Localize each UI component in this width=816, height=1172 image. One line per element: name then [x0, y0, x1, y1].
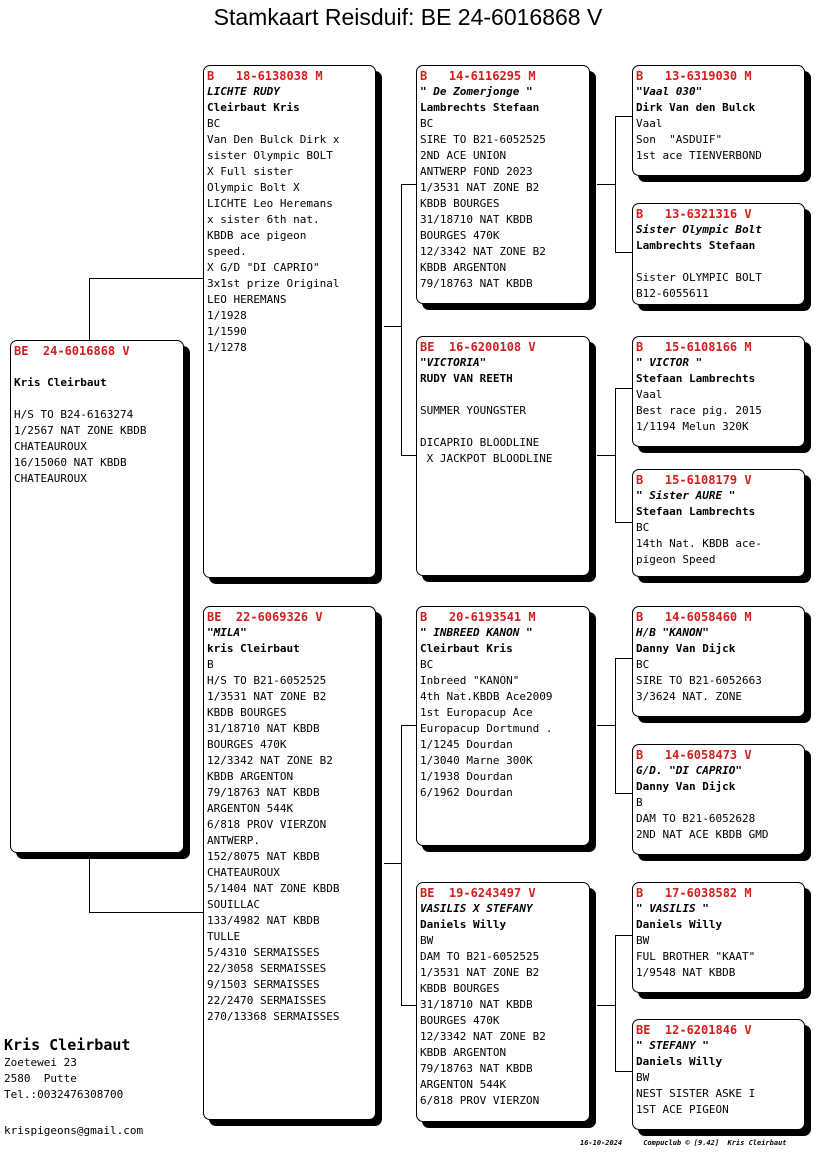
- info-line: TULLE: [207, 930, 241, 943]
- sire-dam-dam-card: [632, 469, 805, 577]
- connector: [615, 935, 616, 1072]
- info-line: 4th Nat.KBDB Ace2009: [420, 690, 553, 703]
- sire-dam-card: [416, 336, 590, 576]
- info-line: B: [207, 658, 214, 671]
- info-line: BC: [636, 658, 650, 671]
- info-line: H/S TO B24-6163274: [14, 408, 134, 421]
- info-line: DICAPRIO BLOODLINE: [420, 436, 540, 449]
- pigeon-name: "MILA": [207, 626, 247, 639]
- info-line: KBDB BOURGES: [420, 982, 500, 995]
- breeder-name: Danny Van Dijck: [636, 780, 736, 793]
- pigeon-name: " INBREED KANON ": [420, 626, 533, 639]
- connector: [615, 1071, 633, 1072]
- connector: [597, 184, 616, 185]
- info-line: 5/1404 NAT ZONE KBDB: [207, 882, 340, 895]
- dam-sire-card: [416, 606, 590, 846]
- breeder-name: Stefaan Lambrechts: [636, 372, 756, 385]
- info-line: B12-6055611: [636, 287, 709, 300]
- info-line: 6/818 PROV VIERZON: [207, 818, 327, 831]
- connector: [89, 278, 204, 279]
- sire-sire-dam-card: [632, 203, 805, 305]
- connector: [615, 252, 633, 253]
- connector: [401, 1005, 417, 1006]
- info-line: H/S TO B21-6052525: [207, 674, 327, 687]
- info-line: KBDB ace pigeon: [207, 229, 307, 242]
- info-line: 31/18710 NAT KBDB: [420, 213, 533, 226]
- info-line: 2ND ACE UNION: [420, 149, 507, 162]
- info-line: BC: [420, 658, 434, 671]
- info-line: 1/1928: [207, 309, 247, 322]
- info-line: 1/1245 Dourdan: [420, 738, 513, 751]
- owner-street: Zoetewei 23: [4, 1056, 77, 1069]
- breeder-name: Lambrechts Stefaan: [636, 239, 756, 252]
- info-line: CHATEAUROUX: [14, 472, 87, 485]
- info-line: SOUILLAC: [207, 898, 260, 911]
- breeder-name: Cleirbaut Kris: [207, 101, 300, 114]
- info-line: 1st ace TIENVERBOND: [636, 149, 762, 162]
- breeder-name: Danny Van Dijck: [636, 642, 736, 655]
- info-line: ANTWERP FOND 2023: [420, 165, 533, 178]
- breeder-name: Daniels Willy: [636, 1055, 723, 1068]
- info-line: FUL BROTHER "KAAT": [636, 950, 756, 963]
- info-line: X JACKPOT BLOODLINE: [420, 452, 553, 465]
- connector: [89, 912, 204, 913]
- breeder-name: Lambrechts Stefaan: [420, 101, 540, 114]
- breeder-name: Kris Cleirbaut: [14, 376, 107, 389]
- info-line: [14, 391, 180, 407]
- info-line: 6/1962 Dourdan: [420, 786, 513, 799]
- pigeon-name: "Vaal 030": [636, 85, 703, 98]
- info-line: BW: [420, 934, 434, 947]
- breeder-name: kris Cleirbaut: [207, 642, 300, 655]
- info-line: BOURGES 470K: [207, 738, 287, 751]
- dam-sire-sire-card: [632, 606, 805, 717]
- connector: [615, 116, 616, 253]
- connector: [401, 455, 417, 456]
- pigeon-name: " VICTOR ": [636, 356, 703, 369]
- owner-email[interactable]: krispigeons@gmail.com: [4, 1124, 144, 1137]
- info-line: Europacup Dortmund .: [420, 722, 553, 735]
- info-line: SUMMER YOUNGSTER: [420, 404, 526, 417]
- sire-dam-sire-card: [632, 336, 805, 447]
- subject-pigeon-card: [10, 340, 184, 853]
- info-line: BW: [636, 1071, 650, 1084]
- info-line: 1st Europacup Ace: [420, 706, 533, 719]
- ring-number: BE 22-6069326 V: [207, 610, 323, 624]
- info-line: 3/3624 NAT. ZONE: [636, 690, 742, 703]
- dam-sire-dam-card: [632, 744, 805, 855]
- connector: [89, 852, 90, 913]
- info-line: Best race pig. 2015: [636, 404, 762, 417]
- dam-card: [203, 606, 376, 1120]
- info-line: SIRE TO B21-6052525: [420, 133, 546, 146]
- info-line: [636, 254, 801, 270]
- info-line: 22/3058 SERMAISSES: [207, 962, 327, 975]
- pigeon-name: " STEFANY ": [636, 1039, 709, 1052]
- info-line: Inbreed "KANON": [420, 674, 520, 687]
- connector: [597, 1005, 616, 1006]
- connector: [615, 658, 616, 794]
- ring-number: B 20-6193541 M: [420, 610, 536, 624]
- info-line: BOURGES 470K: [420, 229, 500, 242]
- info-line: ANTWERP.: [207, 834, 260, 847]
- connector: [401, 725, 417, 726]
- info-line: 79/18763 NAT KBDB: [207, 786, 320, 799]
- info-line: Sister OLYMPIC BOLT: [636, 271, 762, 284]
- info-line: 2ND NAT ACE KBDB GMD: [636, 828, 769, 841]
- dam-dam-sire-card: [632, 882, 805, 993]
- connector: [615, 658, 633, 659]
- info-line: 79/18763 NAT KBDB: [420, 1062, 533, 1075]
- footer-credits: 16-10-2024 Compuclub © [9.42] Kris Cleirbaut: [580, 1139, 787, 1147]
- info-line: 1/3531 NAT ZONE B2: [420, 966, 540, 979]
- info-line: Van Den Bulck Dirk x: [207, 133, 340, 146]
- info-line: LICHTE Leo Heremans: [207, 197, 333, 210]
- info-line: 31/18710 NAT KBDB: [207, 722, 320, 735]
- owner-info: [4, 1035, 130, 1103]
- info-line: SIRE TO B21-6052663: [636, 674, 762, 687]
- info-line: 1/3040 Marne 300K: [420, 754, 533, 767]
- connector: [615, 116, 633, 117]
- ring-number: B 13-6319030 M: [636, 69, 752, 83]
- ring-number: BE 16-6200108 V: [420, 340, 536, 354]
- info-line: X G/D "DI CAPRIO": [207, 261, 320, 274]
- info-line: BC: [420, 117, 434, 130]
- info-line: sister Olympic BOLT: [207, 149, 333, 162]
- info-line: 12/3342 NAT ZONE B2: [420, 1030, 546, 1043]
- owner-phone: Tel.:0032476308700: [4, 1088, 124, 1101]
- info-line: 133/4982 NAT KBDB: [207, 914, 320, 927]
- info-line: 152/8075 NAT KBDB: [207, 850, 320, 863]
- info-line: X Full sister: [207, 165, 294, 178]
- pigeon-name: LICHTE RUDY: [207, 85, 280, 98]
- info-line: 12/3342 NAT ZONE B2: [207, 754, 333, 767]
- pigeon-name: Sister Olympic Bolt: [636, 223, 762, 236]
- info-line: 1/3531 NAT ZONE B2: [420, 181, 540, 194]
- breeder-name: Cleirbaut Kris: [420, 642, 513, 655]
- info-line: Vaal: [636, 117, 663, 130]
- ring-number: B 18-6138038 M: [207, 69, 323, 83]
- info-line: 1ST ACE PIGEON: [636, 1103, 729, 1116]
- connector: [384, 326, 402, 327]
- connector: [615, 793, 633, 794]
- info-line: 3x1st prize Original: [207, 277, 340, 290]
- info-line: 22/2470 SERMAISSES: [207, 994, 327, 1007]
- pigeon-name: "VICTORIA": [420, 356, 487, 369]
- connector: [615, 935, 633, 936]
- connector: [384, 863, 402, 864]
- info-line: [420, 387, 586, 403]
- dam-dam-card: [416, 882, 590, 1122]
- info-line: DAM TO B21-6052525: [420, 950, 540, 963]
- info-line: BW: [636, 934, 650, 947]
- info-line: ARGENTON 544K: [420, 1078, 507, 1091]
- connector: [401, 184, 417, 185]
- info-line: x sister 6th nat.: [207, 213, 320, 226]
- breeder-name: RUDY VAN REETH: [420, 372, 513, 385]
- info-line: 31/18710 NAT KBDB: [420, 998, 533, 1011]
- ring-number: BE 19-6243497 V: [420, 886, 536, 900]
- sire-sire-sire-card: [632, 65, 805, 176]
- pigeon-name: [14, 359, 180, 375]
- info-line: BC: [207, 117, 221, 130]
- connector: [615, 388, 616, 523]
- connector: [597, 455, 616, 456]
- ring-number: B 14-6058460 M: [636, 610, 752, 624]
- info-line: 1/1194 Melun 320K: [636, 420, 749, 433]
- connector: [89, 278, 90, 340]
- info-line: KBDB ARGENTON: [207, 770, 294, 783]
- info-line: speed.: [207, 245, 247, 258]
- info-line: 9/1503 SERMAISSES: [207, 978, 320, 991]
- breeder-name: Dirk Van den Bulck: [636, 101, 756, 114]
- info-line: 12/3342 NAT ZONE B2: [420, 245, 546, 258]
- info-line: BC: [636, 521, 650, 534]
- owner-name: Kris Cleirbaut: [4, 1036, 131, 1054]
- info-line: 1/1938 Dourdan: [420, 770, 513, 783]
- info-line: KBDB ARGENTON: [420, 261, 507, 274]
- ring-number: B 13-6321316 V: [636, 207, 752, 221]
- info-line: [420, 419, 586, 435]
- info-line: 5/4310 SERMAISSES: [207, 946, 320, 959]
- ring-number: B 15-6108166 M: [636, 340, 752, 354]
- breeder-name: Daniels Willy: [636, 918, 723, 931]
- info-line: 14th Nat. KBDB ace-: [636, 537, 762, 550]
- pigeon-name: VASILIS X STEFANY: [420, 902, 533, 915]
- info-line: 6/818 PROV VIERZON: [420, 1094, 540, 1107]
- pigeon-name: G/D. "DI CAPRIO": [636, 764, 742, 777]
- pigeon-name: " De Zomerjonge ": [420, 85, 533, 98]
- info-line: KBDB BOURGES: [207, 706, 287, 719]
- ring-number: B 14-6116295 M: [420, 69, 536, 83]
- info-line: BOURGES 470K: [420, 1014, 500, 1027]
- sire-sire-card: [416, 65, 590, 304]
- ring-number: BE 24-6016868 V: [14, 344, 130, 358]
- breeder-name: Stefaan Lambrechts: [636, 505, 756, 518]
- connector: [401, 184, 402, 456]
- info-line: ARGENTON 544K: [207, 802, 294, 815]
- info-line: 1/1590: [207, 325, 247, 338]
- page-title: Stamkaart Reisduif: BE 24-6016868 V: [213, 4, 603, 30]
- owner-city: 2580 Putte: [4, 1072, 77, 1085]
- info-line: DAM TO B21-6052628: [636, 812, 756, 825]
- sire-card: [203, 65, 376, 578]
- info-line: pigeon Speed: [636, 553, 716, 566]
- ring-number: BE 12-6201846 V: [636, 1023, 752, 1037]
- connector: [401, 725, 402, 1006]
- pigeon-name: " VASILIS ": [636, 902, 709, 915]
- info-line: B: [636, 796, 643, 809]
- info-line: CHATEAUROUX: [207, 866, 280, 879]
- info-line: 79/18763 NAT KBDB: [420, 277, 533, 290]
- info-line: KBDB BOURGES: [420, 197, 500, 210]
- ring-number: B 15-6108179 V: [636, 473, 752, 487]
- info-line: CHATEAUROUX: [14, 440, 87, 453]
- connector: [615, 388, 633, 389]
- info-line: 1/1278: [207, 341, 247, 354]
- ring-number: B 17-6038582 M: [636, 886, 752, 900]
- info-line: 1/3531 NAT ZONE B2: [207, 690, 327, 703]
- pigeon-name: H/B "KANON": [636, 626, 709, 639]
- info-line: Olympic Bolt X: [207, 181, 300, 194]
- dam-dam-dam-card: [632, 1019, 805, 1130]
- breeder-name: Daniels Willy: [420, 918, 507, 931]
- info-line: NEST SISTER ASKE I: [636, 1087, 756, 1100]
- info-line: LEO HEREMANS: [207, 293, 287, 306]
- info-line: 270/13368 SERMAISSES: [207, 1010, 340, 1023]
- pigeon-name: " Sister AURE ": [636, 489, 736, 502]
- ring-number: B 14-6058473 V: [636, 748, 752, 762]
- connector: [597, 725, 616, 726]
- info-line: 1/9548 NAT KBDB: [636, 966, 736, 979]
- connector: [615, 522, 633, 523]
- info-line: 1/2567 NAT ZONE KBDB: [14, 424, 147, 437]
- info-line: 16/15060 NAT KBDB: [14, 456, 127, 469]
- info-line: Vaal: [636, 388, 663, 401]
- info-line: KBDB ARGENTON: [420, 1046, 507, 1059]
- info-line: Son "ASDUIF": [636, 133, 723, 146]
